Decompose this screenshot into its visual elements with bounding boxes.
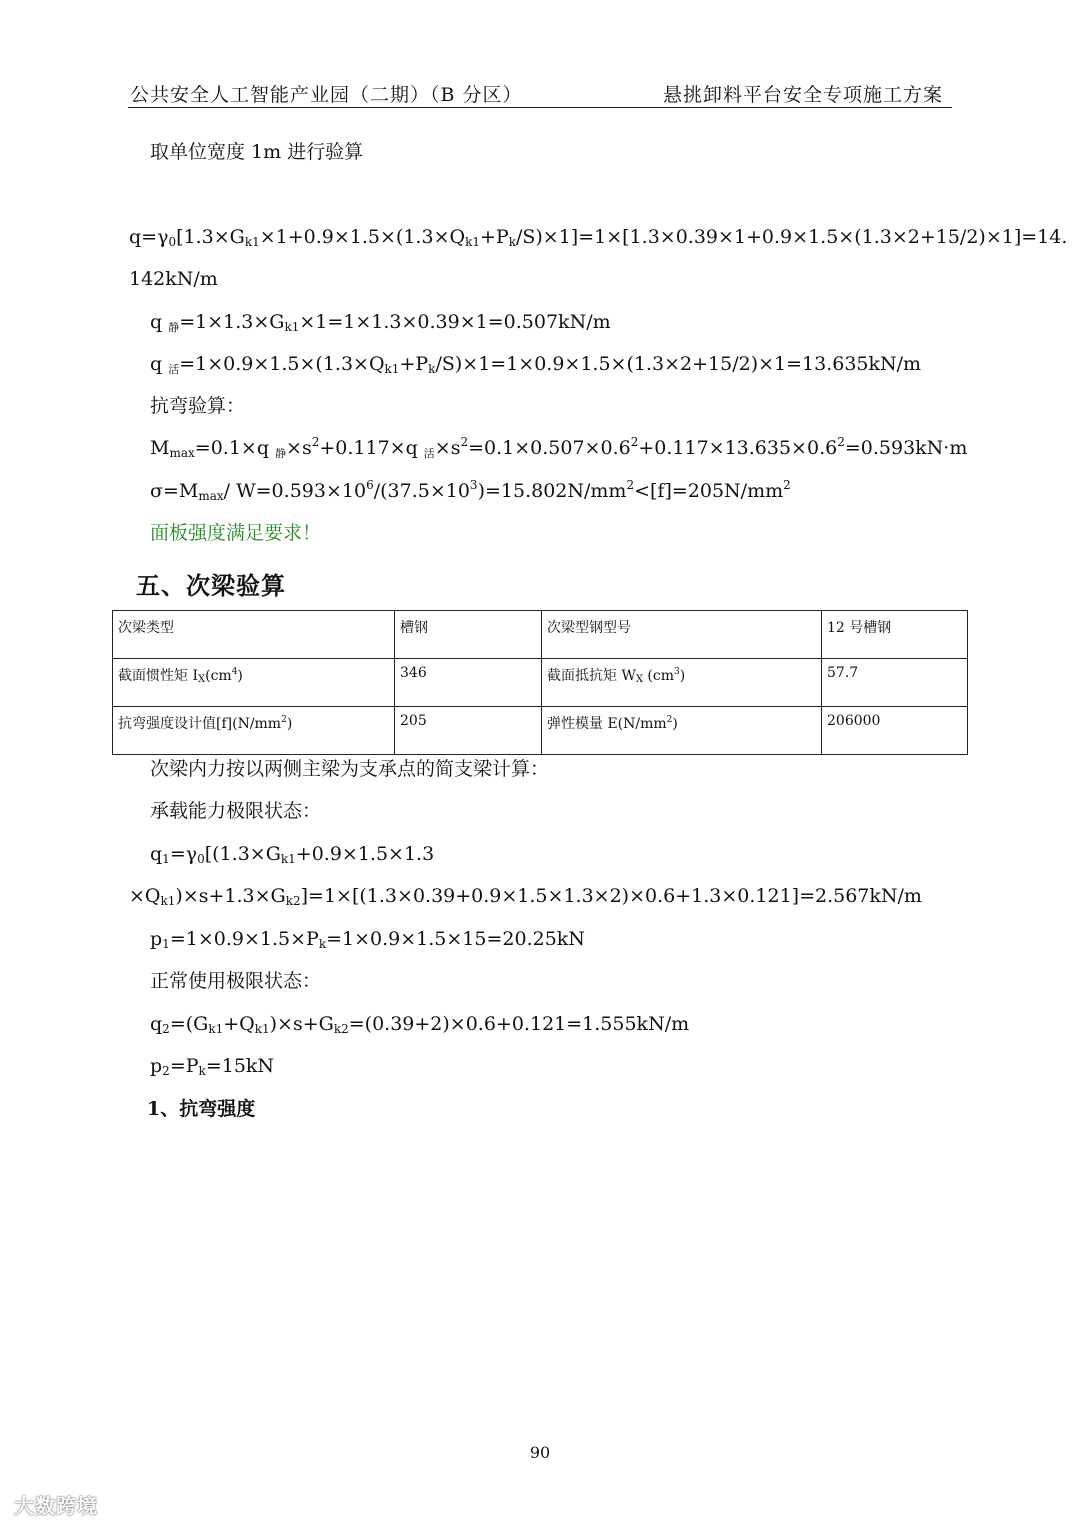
beam-spec-table — [112, 610, 968, 755]
table-cell: 205 — [395, 707, 542, 755]
q1-formula: $q_1=\gamma_0[(1.3\times G_{k1}+0.9\times 1.5\times 1.3$ — [150, 843, 435, 866]
table-cell: 次梁类型 — [113, 611, 395, 659]
table-cell: 截面抵抗矩 $W_X$ $(cm^3)$ — [542, 659, 822, 707]
table-cell: 抗弯强度设计值$[f](N/mm^2)$ — [113, 707, 395, 755]
table-cell: 12 号槽钢 — [822, 611, 968, 659]
intro-text: 取单位宽度 1m 进行验算 — [150, 141, 364, 163]
table-cell: 57.7 — [822, 659, 968, 707]
watermark: 大数跨境 — [14, 1494, 98, 1518]
q-live-formula: q $_活=1\times 0.9\times 1.5\times(1.3\times Q_{k1}+P_k/S)\times 1=1\times 0.9\times 1.5\times(1.3\times 2+15/2)\times 1=13.635kN/m$ — [150, 353, 922, 376]
table-cell: 截面惯性矩 $I_X(cm^4)$ — [113, 659, 395, 707]
header-rule — [128, 107, 952, 108]
header-right: 悬挑卸料平台安全专项施工方案 — [662, 84, 943, 106]
q1-formula-continued: $\times Q_{k1})\times s+1.3\times G_{k2}]=1\times[(1.3\times 0.39+0.9\times 1.5\times 1.3\times 2)\times 0.6+1.3\times 0.121]=2.567kN/m$ — [129, 885, 922, 908]
table-row — [113, 707, 968, 755]
uls-title: 承载能力极限状态： — [150, 800, 322, 822]
section-title: 五、次梁验算 — [136, 571, 286, 600]
beam-note: 次梁内力按以两侧主梁为支承点的简支梁计算： — [150, 758, 550, 780]
bending-check-title: 抗弯验算： — [150, 395, 246, 417]
subsection-title: 1、抗弯强度 — [147, 1098, 256, 1120]
q-formula: $q=\gamma_0[1.3\times G_{k1}\times 1+0.9\times 1.5\times(1.3\times Q_{k1}+P_k/S)\times 1]=1\times[1.3\times 0.39\times 1+0.9\times 1.5\times(1.3\times 2+15/2)\times 1]=14$. — [129, 226, 1068, 249]
table-cell: 弹性模量 $E(N/mm^2)$ — [542, 707, 822, 755]
table-row — [113, 659, 968, 707]
table-cell: 346 — [395, 659, 542, 707]
header-left: 公共安全人工智能产业园（二期）（B 分区） — [130, 84, 523, 106]
panel-strength-ok: 面板强度满足要求！ — [150, 522, 322, 544]
p1-formula: $p_1=1\times 0.9\times 1.5\times P_k=1\times 0.9\times 1.5\times 15=20.25kN$ — [150, 928, 585, 951]
p2-formula: $p_2=P_k=15kN$ — [150, 1055, 275, 1078]
table-cell: 206000 — [822, 707, 968, 755]
table-cell: 槽钢 — [395, 611, 542, 659]
sigma-formula: $\sigma=M_{max}/$ $W=0.593\times 10^6/(37.5\times 10^3)=15.802N/mm^2<[f]=205N/mm^2$ — [150, 478, 791, 503]
page-number: 90 — [529, 1443, 551, 1462]
q-static-formula: q $_静=1\times 1.3\times G_{k1}\times 1=1\times 1.3\times 0.39\times 1=0.507kN/m$ — [150, 311, 611, 334]
table-cell: 次梁型钢型号 — [542, 611, 822, 659]
mmax-formula: $M_{max}=0.1\times q$ $_静\times s^2+0.117\times q$ $_活\times s^2=0.1\times 0.507\times 0.6^2+0.117\times 13.635\times 0.6^2=0.593kN\cdot m$ — [150, 435, 968, 460]
table-row — [113, 611, 968, 659]
q2-formula: $q_2=(G_{k1}+Q_{k1})\times s+G_{k2}=(0.39+2)\times 0.6+0.121=1.555kN/m$ — [150, 1013, 690, 1036]
q-formula-continued: 142kN/m — [129, 268, 218, 290]
sls-title: 正常使用极限状态： — [150, 970, 322, 992]
